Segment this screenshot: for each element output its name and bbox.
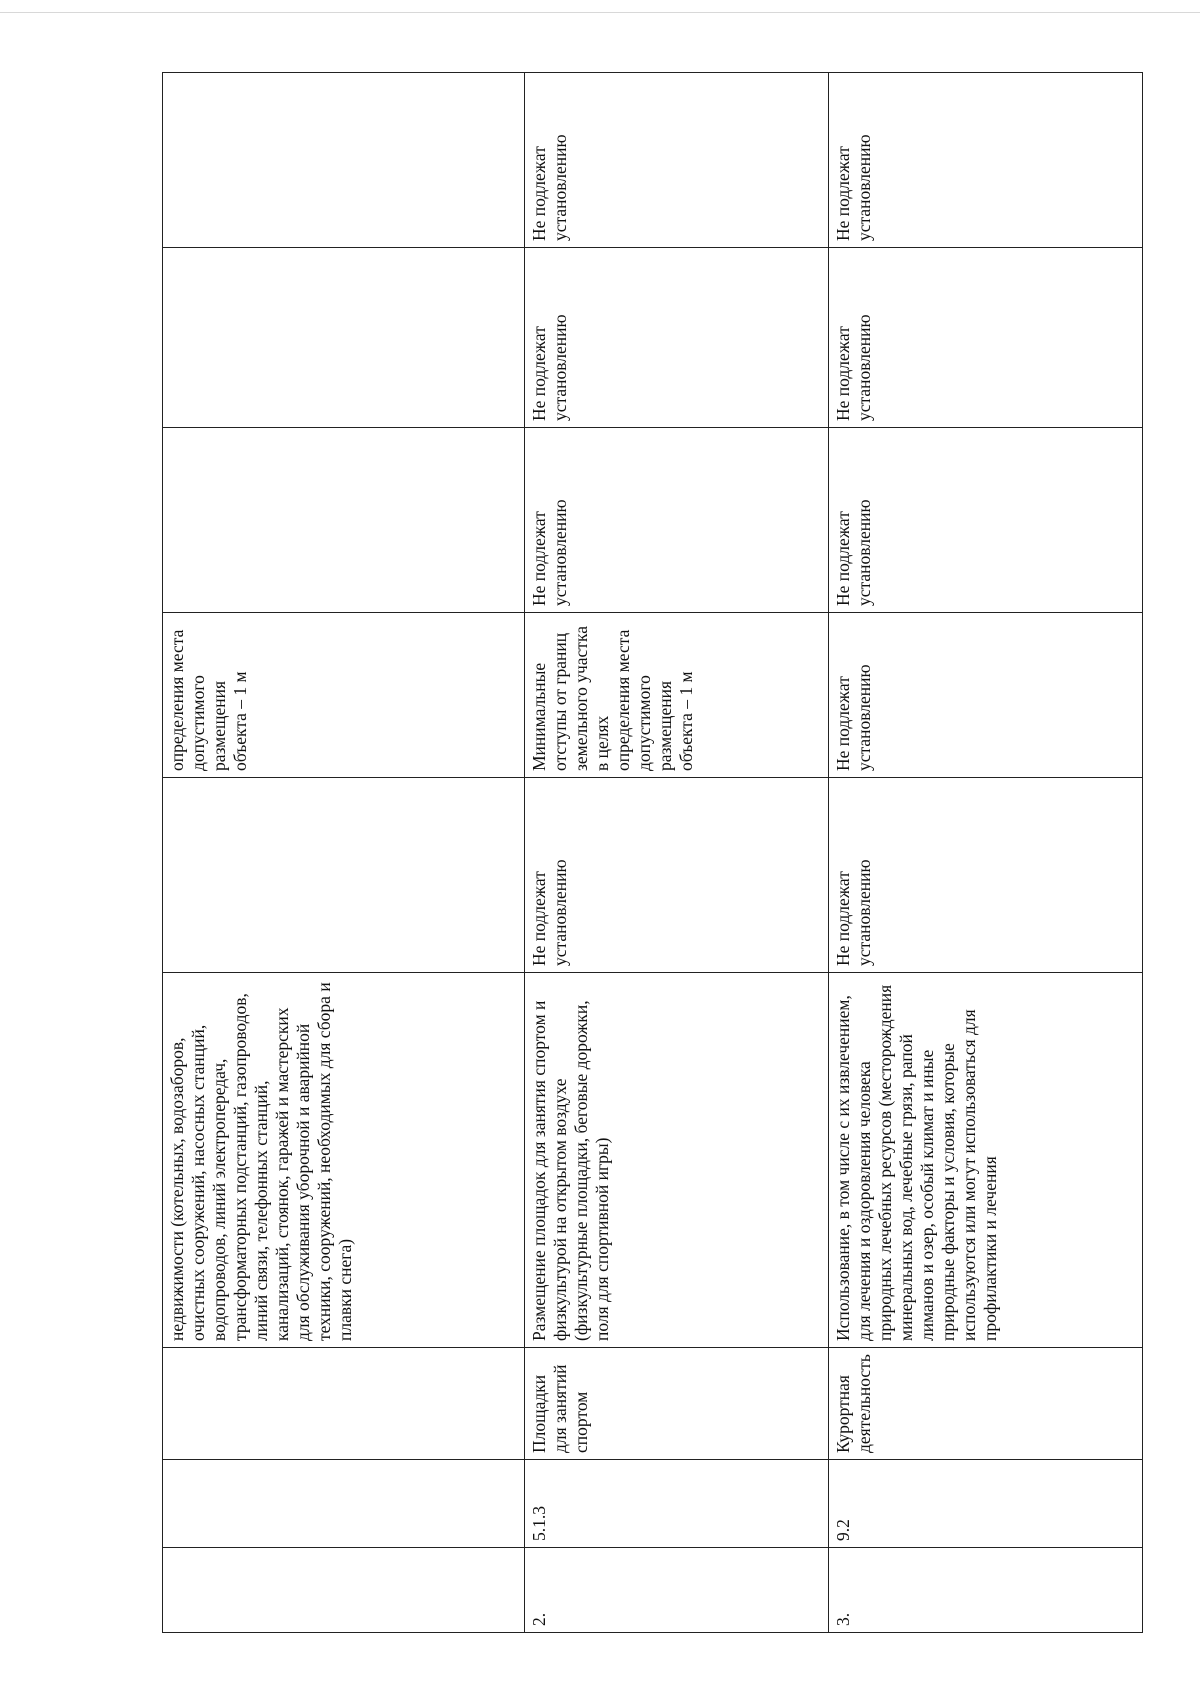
row-number-cell: 3. <box>829 1548 1143 1633</box>
code-cell <box>163 1460 525 1548</box>
table-row <box>525 73 829 1633</box>
description-cell: Размещение площадок для занятия спортом и физкультурой на открытом воздухе (физкультурные площадки, беговые дорожки, поля для спортивной игры) <box>525 973 829 1348</box>
param-cell-4: Не подлежат установлению <box>829 248 1143 428</box>
param-cell-2: Минимальные отступы от границ земельного участка в целях определения места допустимого размещения объекта – 1 м <box>525 613 829 778</box>
scan-edge-line <box>0 12 1200 13</box>
param-cell-5: Не подлежат установлению <box>829 73 1143 248</box>
row-number-cell: 2. <box>525 1548 829 1633</box>
param-cell-5: Не подлежат установлению <box>525 73 829 248</box>
land-use-table <box>162 72 1143 1633</box>
description-cell: Использование, в том числе с их извлечением, для лечения и оздоровления человека природных лечебных ресурсов (месторождения минеральных вод, лечебные грязи, рапой лиманов и озер, особый климат и иные природные факторы и условия, которые используются или могут использоваться для профилактики и лечения <box>829 973 1143 1348</box>
description-cell: недвижимости (котельных, водозаборов, очистных сооружений, насосных станций, водопроводов, линий электропередач, трансформаторных подстанций, газопроводов, линий связи, телефонных станций, канализаций, стоянок, гаражей и мастерских для обслуживания уборочной и аварийной техники, сооружений, необходимых для сбора и плавки снега) <box>163 973 525 1348</box>
table-row <box>829 73 1143 1633</box>
param-cell-3: Не подлежат установлению <box>829 428 1143 613</box>
use-name-cell <box>163 1348 525 1460</box>
code-cell: 5.1.3 <box>525 1460 829 1548</box>
param-cell-2: определения места допустимого размещения объекта – 1 м <box>163 613 525 778</box>
param-cell-2: Не подлежат установлению <box>829 613 1143 778</box>
table-row <box>163 73 525 1633</box>
param-cell-1: Не подлежат установлению <box>525 778 829 973</box>
param-cell-1: Не подлежат установлению <box>829 778 1143 973</box>
code-cell: 9.2 <box>829 1460 1143 1548</box>
use-name-cell: Курортная деятельность <box>829 1348 1143 1460</box>
param-cell-3 <box>163 428 525 613</box>
param-cell-4: Не подлежат установлению <box>525 248 829 428</box>
rotated-page <box>162 73 1142 1633</box>
param-cell-1 <box>163 778 525 973</box>
use-name-cell: Площадки для занятий спортом <box>525 1348 829 1460</box>
row-number-cell <box>163 1548 525 1633</box>
param-cell-5 <box>163 73 525 248</box>
param-cell-4 <box>163 248 525 428</box>
param-cell-3: Не подлежат установлению <box>525 428 829 613</box>
